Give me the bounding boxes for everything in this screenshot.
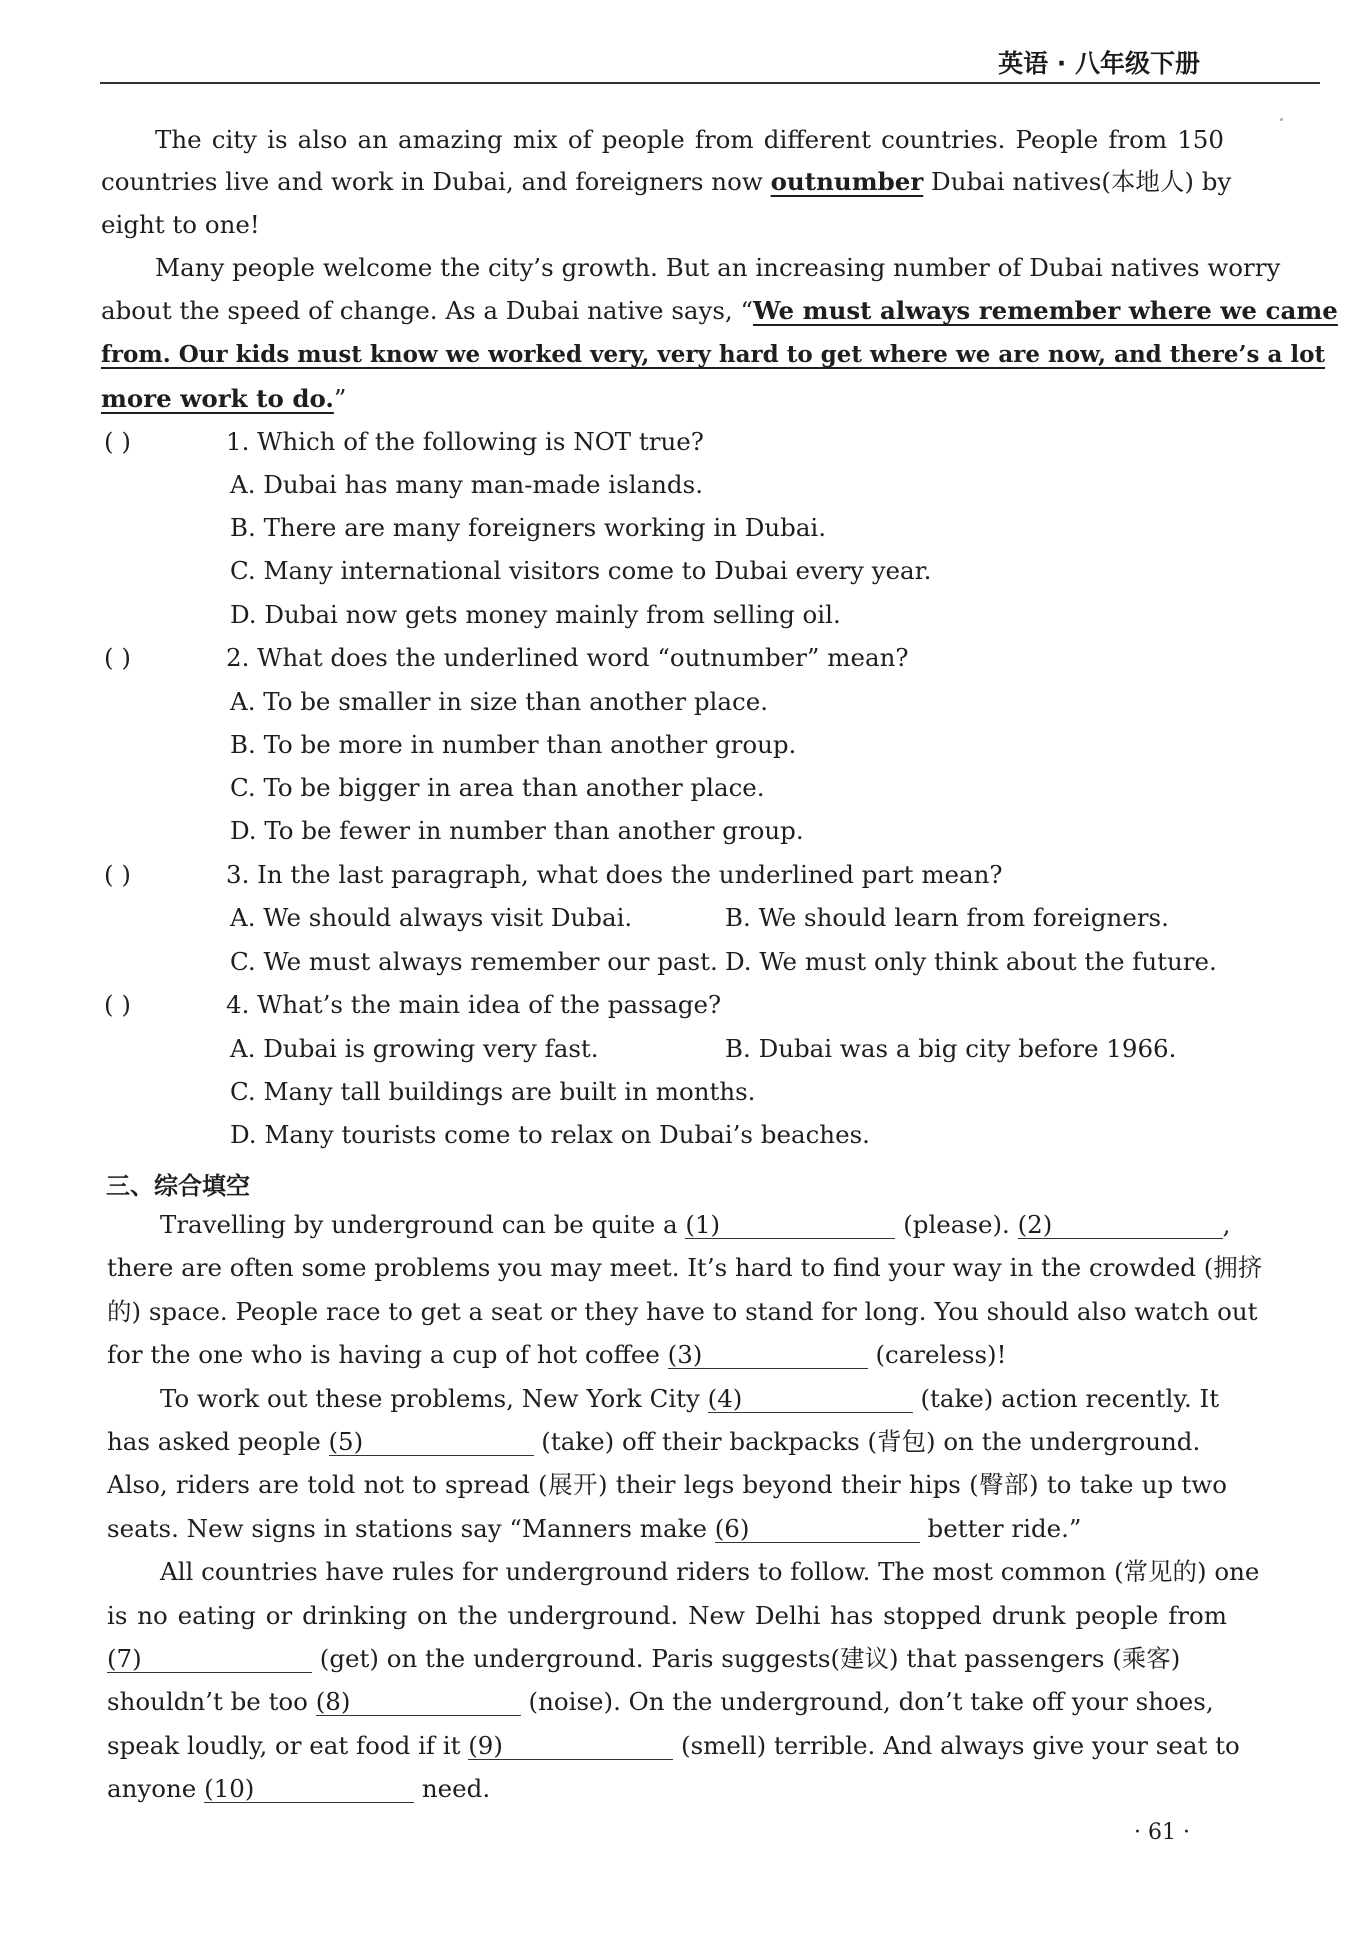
cloze-blank-8[interactable]: (8) [316, 1689, 521, 1716]
question-text: 3. In the last paragraph, what does the underlined part mean? [226, 860, 1003, 889]
option: B. To be more in number than another group. [230, 730, 797, 759]
cloze-line: is no eating or drinking on the underground. New Delhi has stopped drunk people from [107, 1601, 1227, 1630]
answer-bracket[interactable]: ( ) [104, 860, 131, 889]
cloze-text: To work out these problems, New York City [160, 1384, 700, 1413]
option: C. To be bigger in area than another place. [230, 773, 765, 802]
cloze-line [107, 1643, 1180, 1675]
cloze-text: (smell) terrible. And always give your seat to [681, 1731, 1240, 1760]
passage-text: countries live and work in Dubai, and foreigners now [101, 167, 763, 196]
cloze-line [107, 1730, 1240, 1762]
option: C. Many tall buildings are built in months. [230, 1077, 756, 1106]
passage-line [101, 295, 1338, 327]
cloze-text: speak loudly, or eat food if it [107, 1731, 461, 1760]
cloze-text: need. [421, 1774, 491, 1803]
cloze-line [160, 1383, 1219, 1415]
cloze-line: 的) space. People race to get a seat or they have to stand for long. You should also watch out [107, 1297, 1258, 1326]
cloze-text: (careless)! [875, 1340, 1007, 1369]
cloze-text: (noise). On the underground, don’t take off your shoes, [528, 1687, 1214, 1716]
passage-line [101, 166, 1232, 198]
cloze-blank-6[interactable]: (6) [715, 1516, 920, 1543]
cloze-line [107, 1426, 1200, 1458]
answer-bracket[interactable]: ( ) [104, 427, 131, 456]
cloze-text: (get) on the underground. Paris suggests(建议) that passengers (乘客) [319, 1644, 1181, 1673]
cloze-line [107, 1773, 490, 1805]
cloze-text: (take) off their backpacks (背包) on the underground. [541, 1427, 1201, 1456]
cloze-text: seats. New signs in stations say “Manners make [107, 1514, 707, 1543]
question-stem [104, 426, 704, 458]
cloze-blank-7[interactable]: (7) [107, 1646, 312, 1673]
underlined-quote: from. Our kids must know we worked very, very hard to get where we are now, and there’s a lot [101, 341, 1326, 368]
question-stem [104, 859, 1003, 891]
cloze-text: for the one who is having a cup of hot coffee [107, 1340, 660, 1369]
cloze-line [107, 1339, 1006, 1371]
underlined-word-outnumber: outnumber [770, 167, 924, 196]
option: A. We should always visit Dubai. [230, 903, 633, 932]
cloze-text: shouldn’t be too [107, 1687, 308, 1716]
passage-text: ” [333, 384, 347, 413]
page-number: · 61 · [1134, 1820, 1190, 1845]
option: D. To be fewer in number than another group. [230, 816, 804, 845]
cloze-text: has asked people [107, 1427, 321, 1456]
option: D. We must only think about the future. [725, 947, 1217, 976]
passage-line [101, 383, 346, 415]
cloze-line [107, 1513, 1081, 1545]
question-stem [104, 989, 721, 1021]
option: B. We should learn from foreigners. [725, 903, 1169, 932]
question-text: 2. What does the underlined word “outnumber” mean? [226, 643, 909, 672]
option: A. To be smaller in size than another place. [230, 687, 768, 716]
header-divider [100, 82, 1320, 84]
cloze-line: Also, riders are told not to spread (展开) their legs beyond their hips (臀部) to take up two [107, 1470, 1227, 1499]
cloze-text: Travelling by underground can be quite a [160, 1210, 678, 1239]
option: A. Dubai is growing very fast. [230, 1034, 599, 1063]
cloze-blank-1[interactable]: (1) [685, 1212, 895, 1239]
option: A. Dubai has many man-made islands. [230, 470, 703, 499]
option: C. Many international visitors come to Dubai every year. [230, 556, 932, 585]
cloze-text: anyone [107, 1774, 197, 1803]
section-heading: 三、综合填空 [106, 1172, 250, 1200]
passage-text: about the speed of change. As a Dubai native says, “ [101, 296, 754, 325]
option: D. Dubai now gets money mainly from selling oil. [230, 600, 841, 629]
question-stem [104, 642, 909, 674]
cloze-text: (take) action recently. It [920, 1384, 1220, 1413]
cloze-text: better ride.” [927, 1514, 1082, 1543]
cloze-blank-2[interactable]: (2) [1018, 1212, 1223, 1239]
passage-line: The city is also an amazing mix of people from different countries. People from 150 [155, 125, 1224, 154]
scan-speck [1280, 118, 1283, 121]
cloze-blank-10[interactable]: (10) [204, 1776, 414, 1803]
option: C. We must always remember our past. [230, 947, 718, 976]
passage-line: eight to one! [101, 210, 260, 239]
question-text: 1. Which of the following is NOT true? [226, 427, 704, 456]
answer-bracket[interactable]: ( ) [104, 643, 131, 672]
answer-bracket[interactable]: ( ) [104, 990, 131, 1019]
cloze-line: there are often some problems you may meet. It’s hard to find your way in the crowded (拥挤 [107, 1253, 1263, 1282]
cloze-text: , [1222, 1210, 1231, 1239]
option: B. There are many foreigners working in Dubai. [230, 513, 827, 542]
option: B. Dubai was a big city before 1966. [725, 1034, 1177, 1063]
cloze-blank-3[interactable]: (3) [668, 1342, 868, 1369]
cloze-line [160, 1209, 1230, 1241]
passage-line: Many people welcome the city’s growth. But an increasing number of Dubai natives worry [155, 253, 1281, 282]
cloze-text: (please). [903, 1210, 1010, 1239]
cloze-blank-9[interactable]: (9) [468, 1733, 673, 1760]
cloze-blank-4[interactable]: (4) [708, 1386, 913, 1413]
option: D. Many tourists come to relax on Dubai’s beaches. [230, 1120, 870, 1149]
underlined-quote: more work to do. [101, 384, 334, 413]
underlined-quote: We must always remember where we came [753, 296, 1338, 325]
cloze-blank-5[interactable]: (5) [329, 1429, 534, 1456]
header-title: 英语 · 八年级下册 [998, 49, 1200, 78]
cloze-line [107, 1686, 1214, 1718]
question-text: 4. What’s the main idea of the passage? [226, 990, 722, 1019]
passage-text: Dubai natives(本地人) by [931, 167, 1232, 196]
cloze-line: All countries have rules for underground riders to follow. The most common (常见的) one [160, 1557, 1260, 1586]
